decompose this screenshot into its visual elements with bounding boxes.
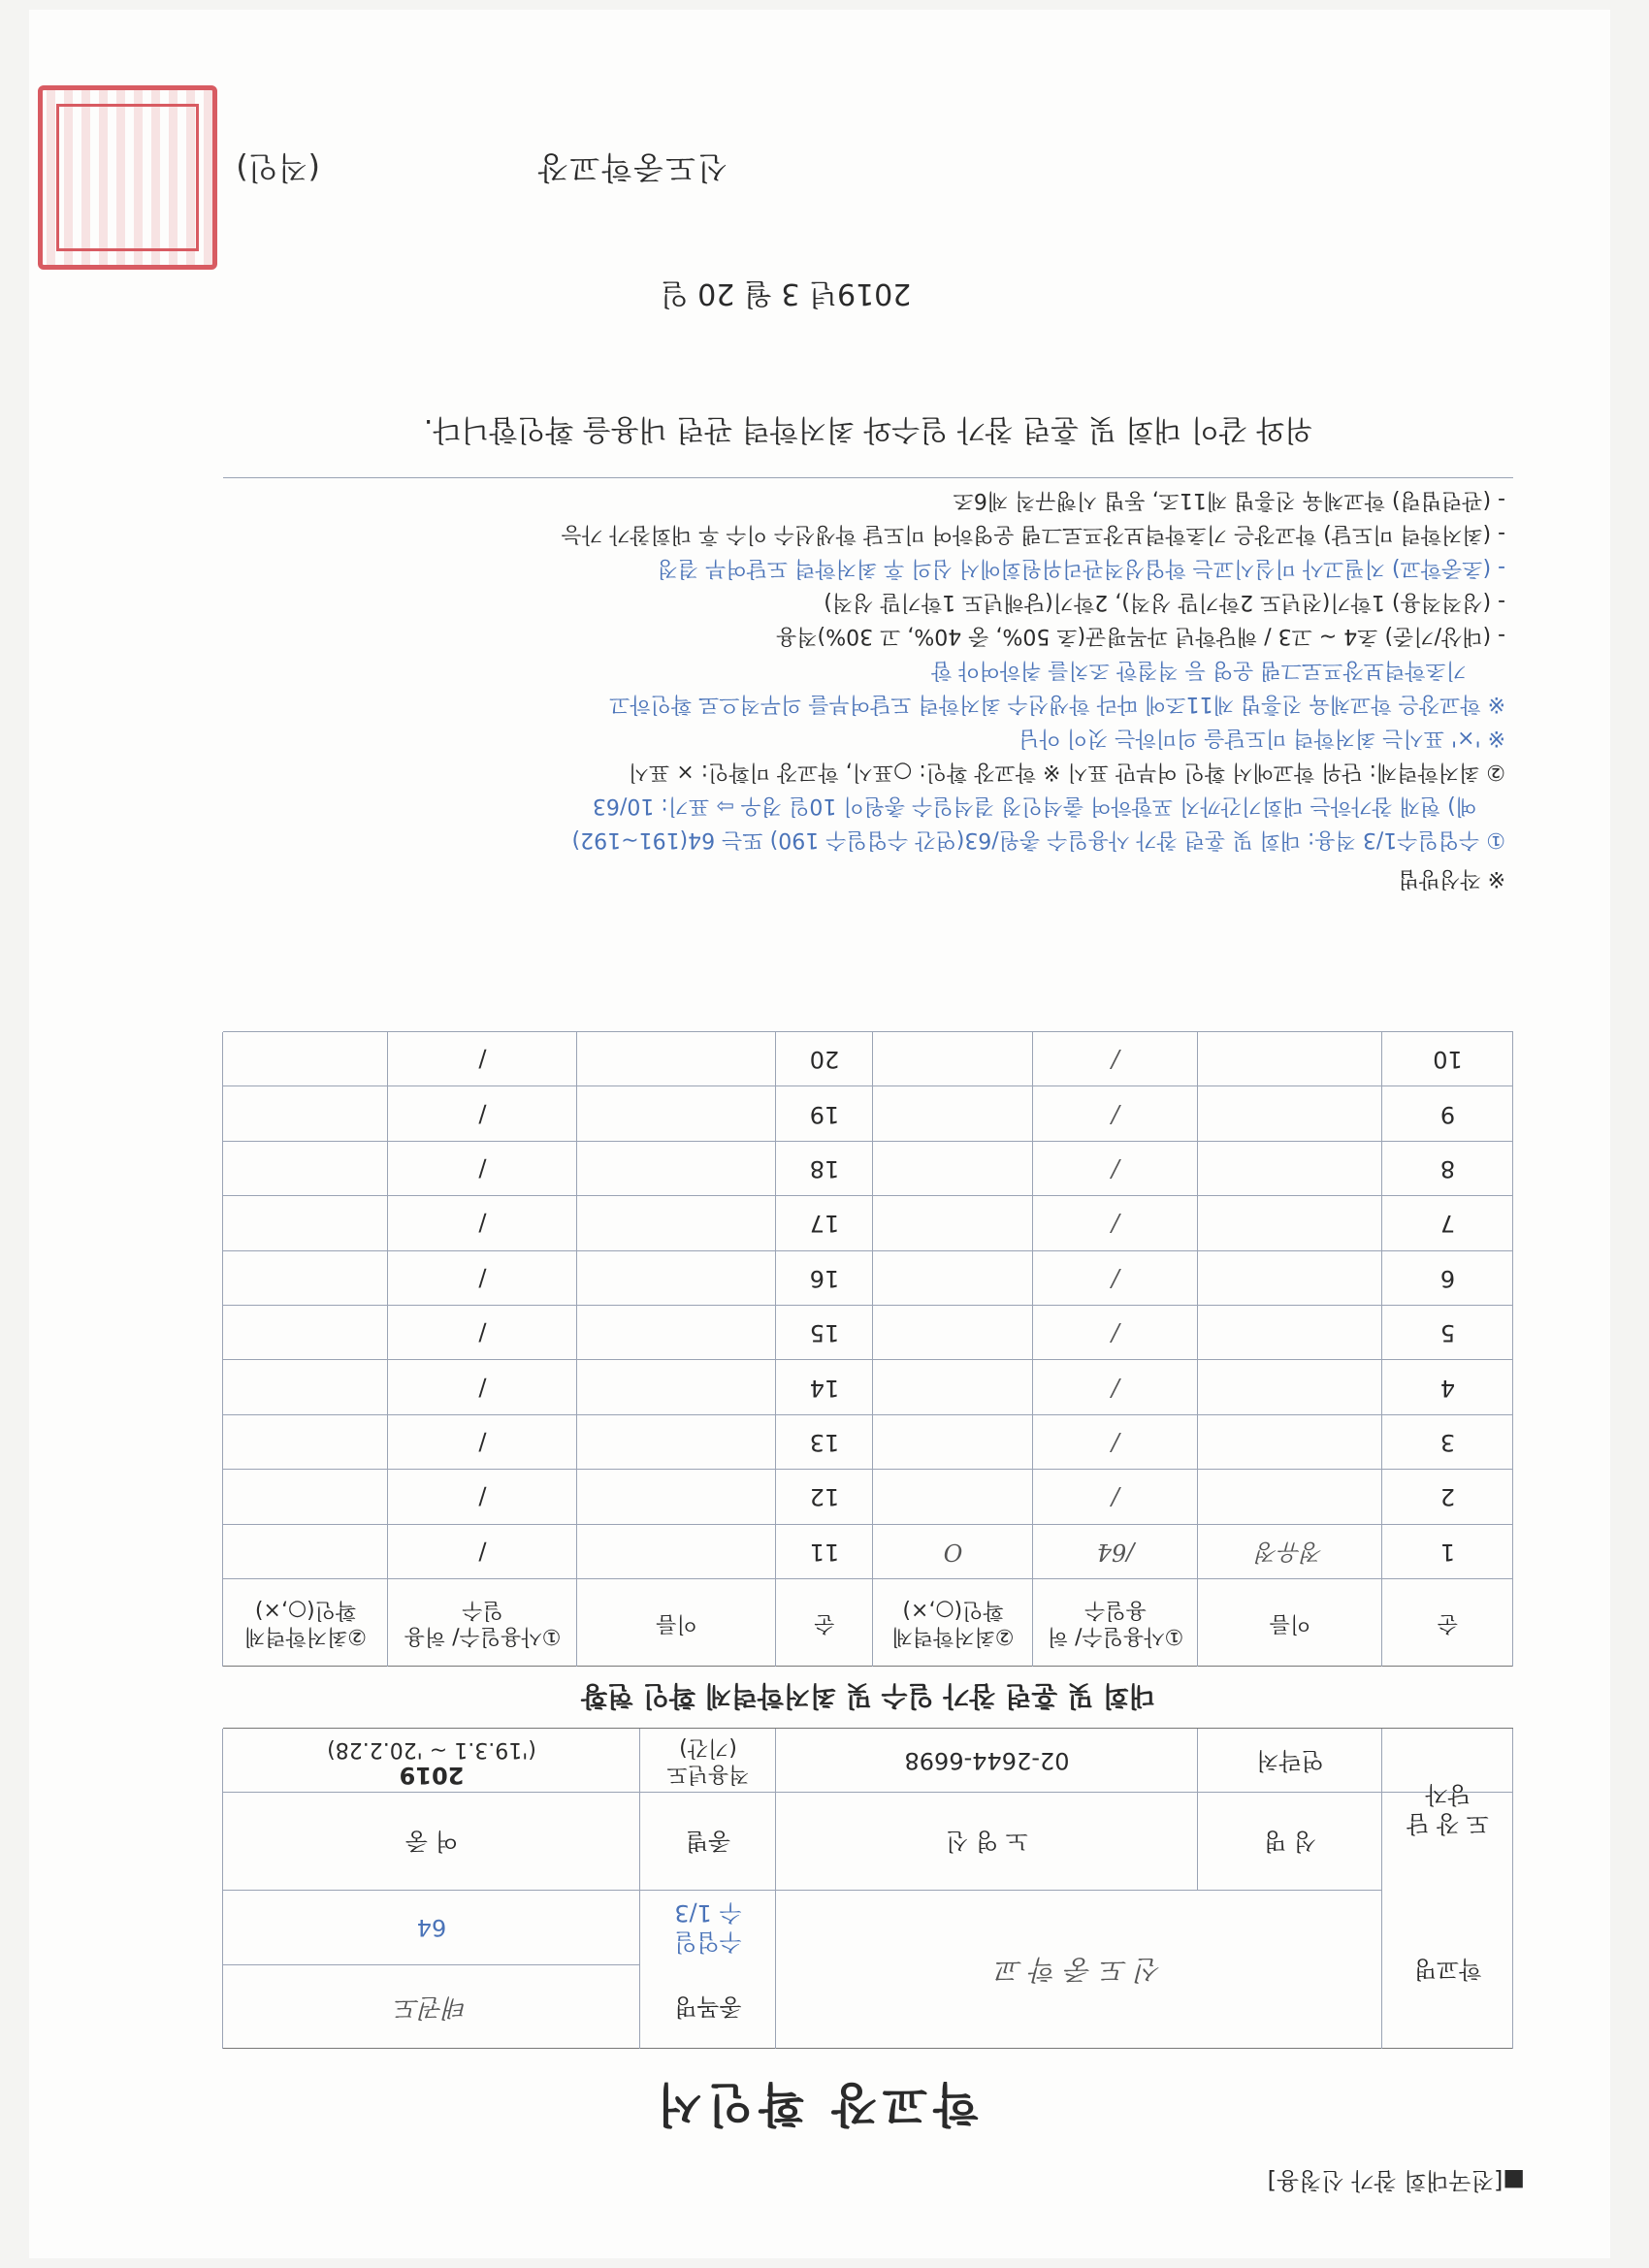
table-cell-check: O (943, 1538, 963, 1566)
table-cell-no: 6 (1439, 1264, 1456, 1292)
table-cell-no2: 16 (809, 1264, 840, 1292)
gender-label: 종별 (685, 1828, 731, 1856)
table-header: 이름 (656, 1610, 697, 1636)
year-period: ('19.3.1 ~ '20.2.28) (327, 1737, 536, 1762)
note-2: 예) 현재 참가하는 대회기간까지 포함하여 출석인정 결석일수 총원이 10일 경우 ⇨ 표기: 10/63 (592, 794, 1476, 818)
table-cell-check (873, 1142, 1033, 1196)
page-title: 학교장 확인서 (651, 2077, 979, 2131)
school-label: 학교명 (1413, 1956, 1482, 1984)
table-cell-days2: / (478, 1374, 487, 1402)
divider (223, 477, 1513, 478)
table-cell-days2: / (478, 1264, 487, 1292)
seal-label: (직인) (236, 149, 320, 186)
table-cell-days2: / (478, 1538, 487, 1566)
table-cell-days: / (1111, 1483, 1120, 1511)
table-cell-no2: 18 (809, 1155, 840, 1183)
table-cell-name (1198, 1196, 1382, 1250)
contact-label: 연락처 (1256, 1747, 1324, 1774)
table-cell-name (1198, 1032, 1382, 1086)
table-cell-days2: / (478, 1319, 487, 1347)
table-cell-no2: 13 (809, 1429, 840, 1457)
gender-value: 여 중 (405, 1828, 458, 1856)
confirm-statement: 위와 같이 대회 및 훈련 참가 일수와 최저학력 관련 내용을 확인합니다. (423, 412, 1313, 446)
table-cell-name (1198, 1086, 1382, 1141)
table-cell-check (873, 1032, 1033, 1086)
name-label: 성 명 (1264, 1828, 1316, 1856)
year-cell (223, 1729, 640, 1793)
official-seal (38, 85, 217, 270)
table-cell-days: / (1111, 1100, 1120, 1128)
sport-value: 태권도 (395, 1993, 469, 2023)
note-3: ② 최저학력제: 단위 학교에서 확인 여부만 표시 ※ 학교장 확인: ○표시, 학교장 미확인: × 표시 (628, 760, 1505, 784)
note-9: - (초중학교) 지필고사 미실시교는 학업성적관리위원회에서 심의 후 최저학력 도달여부 결정 (657, 556, 1505, 580)
table-header: 이름 (1269, 1610, 1311, 1636)
year-label: 적용년도 (기간) (666, 1735, 750, 1787)
table-header: 순 (814, 1610, 835, 1636)
count-value: 64 (416, 1914, 447, 1942)
table-cell-check (873, 1470, 1033, 1524)
notes-heading: ※ 작성방법 (1398, 866, 1505, 891)
principal-name: 신도중학교장 (535, 149, 728, 186)
date-line: 2019년 3 월 20 일 (660, 276, 912, 310)
table-cell-days: / (1111, 1210, 1120, 1238)
table-cell-check (873, 1306, 1033, 1360)
school-name: 신 도 중 학 교 (996, 1954, 1162, 1986)
note-4: ※ '×' 표시는 최저학력 미도달을 의미하는 것이 아님 (1018, 726, 1505, 750)
note-11: - (관련법령) 학교체육 진흥법 제11조, 동법 시행규칙 제6조 (953, 488, 1505, 512)
table-cell-check (873, 1086, 1033, 1141)
year-value: 2019 (399, 1762, 465, 1789)
table-cell-no: 5 (1439, 1319, 1456, 1347)
note-8: - (성적적용) 1학기(전년도 2학기말 성적), 2학기(당해년도 1학기말 성적) (824, 590, 1505, 614)
table-header: ①사용일수/ 허용일수 (1047, 1598, 1184, 1649)
table-cell-days: / (1111, 1429, 1120, 1457)
table-cell-days: / (1111, 1319, 1120, 1347)
table-cell-no: 4 (1439, 1374, 1456, 1402)
table-cell-check (873, 1251, 1033, 1306)
table-cell-no: 3 (1439, 1429, 1456, 1457)
note-6: 기초학력보장프로그램 운영 등 적절한 조치를 취하여야 함 (930, 658, 1467, 682)
table-cell-no2: 17 (809, 1210, 840, 1238)
name-value: 노 영 신 (946, 1828, 1028, 1856)
table-cell-no: 1 (1439, 1538, 1456, 1566)
contact-value: 02-2644-6698 (904, 1747, 1070, 1774)
document-page (29, 10, 1610, 2258)
table-cell-no2: 12 (809, 1483, 840, 1511)
table-cell-name (1198, 1306, 1382, 1360)
table-header: ①사용일수/ 허용일수 (404, 1598, 562, 1649)
table-cell-check (873, 1196, 1033, 1250)
table-cell-days: / (1111, 1046, 1120, 1074)
count-label: 수업일수 1/3 (674, 1899, 742, 1957)
table-cell-days2: / (478, 1155, 487, 1183)
table-cell-no: 2 (1439, 1483, 1456, 1511)
table-cell-days: / (1111, 1264, 1120, 1292)
table-cell-days: / (1111, 1374, 1120, 1402)
table-cell-days2: / (478, 1100, 487, 1128)
sport-label: 종목명 (674, 1993, 742, 2021)
table-cell-days2: / (478, 1210, 487, 1238)
coach-label: 도 장 담당자 (1406, 1781, 1489, 1838)
table-cell-days2: / (478, 1046, 487, 1074)
form-tag: ■[전국대회 참가 신청용] (1267, 2167, 1525, 2194)
table-cell-no: 8 (1439, 1155, 1456, 1183)
table-cell-name (1198, 1470, 1382, 1524)
table-cell-check (873, 1415, 1033, 1470)
table-cell-no2: 11 (809, 1538, 840, 1566)
table-title: 대회 및 훈련 참가 일수 및 최저학력제 확인 현황 (581, 1680, 1155, 1712)
table-header: 순 (1437, 1610, 1459, 1636)
table-cell-name: 정유정 (1256, 1538, 1324, 1566)
table-cell-name (1198, 1142, 1382, 1196)
table-cell-name (1198, 1360, 1382, 1414)
table-header: ②최저학력제 확인(○,×) (891, 1598, 1015, 1649)
table-cell-no2: 19 (809, 1100, 840, 1128)
table-header: ②최저학력제 확인(○,×) (244, 1598, 367, 1649)
table-cell-no: 10 (1433, 1046, 1463, 1074)
table-cell-name (1198, 1415, 1382, 1470)
table-cell-no2: 20 (809, 1046, 840, 1074)
table-cell-days2: / (478, 1483, 487, 1511)
note-5: ※ 학교장은 학교체육 진흥법 제11조에 따라 학생선수 최저학력 도달여부를 의무적으로 확인하고 (609, 692, 1505, 716)
table-cell-days: /64 (1096, 1538, 1135, 1566)
table-cell-check (873, 1360, 1033, 1414)
table-cell-no2: 15 (809, 1319, 840, 1347)
table-cell-days2: / (478, 1429, 487, 1457)
note-7: - (대상/기준) 초4 ~ 고3 / 해당학년 과목평균(초 50%, 중 40%, 고 30%)적용 (776, 624, 1505, 648)
note-1: ① 수업일수1/3 적용: 대회 및 훈련 참가 사용일수 총원/63(연간 수업일수 190) 또는 64(191~192) (571, 827, 1505, 852)
seal-inner-border (56, 104, 199, 251)
table-cell-name (1198, 1251, 1382, 1306)
table-cell-days: / (1111, 1155, 1120, 1183)
note-10: - (최저학력 미도달) 학교장은 기초학력보장프로그램 운영하여 미도달 학생선수 이수 후 대회참가 가능 (561, 522, 1505, 546)
table-cell-no: 7 (1439, 1210, 1456, 1238)
table-cell-no2: 14 (809, 1374, 840, 1402)
table-cell-no: 9 (1439, 1100, 1456, 1128)
